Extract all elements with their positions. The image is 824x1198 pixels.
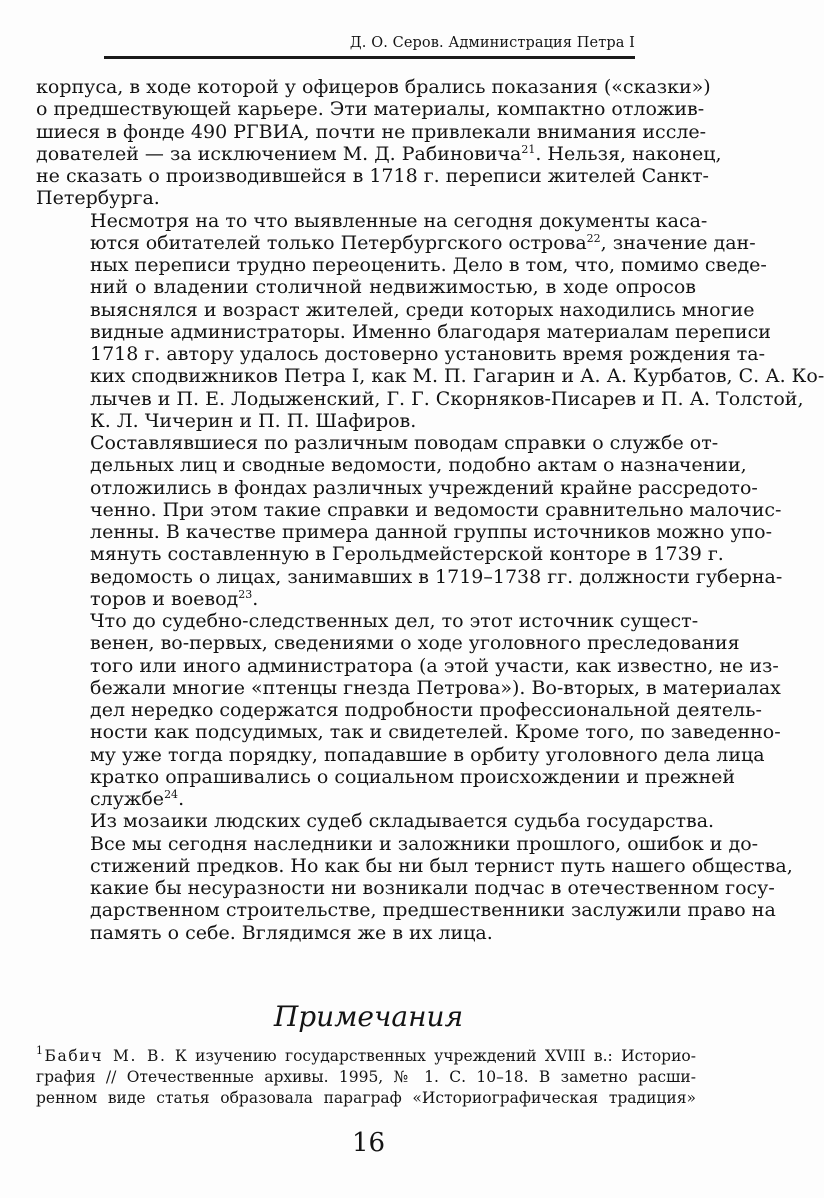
footnote-ref[interactable]: 24	[164, 788, 179, 801]
text-line: лычев и П. Е. Лодыженский, Г. Г. Скорняков-Писарев и П. А. Толстой,	[90, 387, 804, 410]
text-line: дельных лиц и сводные ведомости, подобно актам о назначении,	[90, 454, 747, 477]
footnotes	[36, 1046, 696, 1109]
text-line: шиеся в фонде 490 РГВИА, почти не привлекали внимания иссле-	[36, 120, 707, 143]
text-fragment: ются обитателей только Петербургского острова	[90, 231, 587, 254]
footnote-ref[interactable]: 22	[586, 231, 601, 245]
header-rule	[104, 56, 635, 59]
text-line: Составлявшиеся по различным поводам справки о службе от-	[90, 432, 719, 454]
text-line: корпуса, в ходе которой у офицеров брались показания («сказки»)	[36, 76, 711, 98]
text-line: ких сподвижников Петра I, как М. П. Гагарин и А. А. Курбатов, С. А. Ко-	[90, 365, 824, 388]
main-text	[36, 76, 824, 944]
text-line: Несмотря на то что выявленные на сегодня документы каса-	[90, 209, 708, 232]
text-line: ченно. При этом такие справки и ведомости сравнительно малочис-	[90, 498, 782, 521]
text-line: стижений предков. Но как бы ни был тернист путь нашего общества,	[90, 854, 793, 877]
paragraph-3	[36, 432, 783, 610]
text-line: ведомость о лицах, занимавших в 1719–1738 гг. должности губерна-	[90, 565, 783, 588]
text-line: того или иного администратора (а этой участи, как известно, не из-	[90, 654, 779, 677]
text-line: кратко опрашивались о социальном происхождении и прежней	[90, 765, 736, 788]
text-line: видные администраторы. Именно благодаря материалам переписи	[90, 320, 771, 343]
text-fragment: К изучению государственных учреждений XVIII в.: Историо-	[166, 1047, 696, 1065]
text-line: Петербурга.	[36, 187, 160, 210]
text-line: ности как подсудимых, так и свидетелей. Кроме того, по заведенно-	[90, 721, 781, 744]
text-fragment: службе	[90, 788, 165, 810]
text-line: ний о владении столичной недвижимостью, в ходе опросов	[90, 276, 696, 299]
text-fragment: торов и воевод	[90, 587, 239, 610]
text-line	[36, 788, 696, 810]
text-line: Что до судебно-следственных дел, то этот источник сущест-	[90, 610, 699, 632]
text-line: память о себе. Вглядимся же в их лица.	[90, 921, 493, 944]
footnote-line: ренном виде статья образовала параграф «Историографическая традиция»	[36, 1089, 696, 1107]
text-line: не сказать о производившейся в 1718 г. переписи жителей Санкт-	[36, 165, 709, 187]
text-line	[36, 231, 756, 254]
footnote-line: графия // Отечественные архивы. 1995, № 1. С. 10–18. В заметно расши-	[36, 1068, 696, 1086]
text-fragment: дователей — за исключением М. Д. Рабиновича	[36, 142, 522, 165]
text-line: К. Л. Чичерин и П. П. Шафиров.	[90, 409, 417, 432]
text-line: му уже тогда порядку, попадавшие в орбиту уголовного дела лица	[90, 743, 765, 766]
text-line: какие бы несуразности ни возникали подчас в отечественном госу-	[90, 877, 775, 899]
text-line: бежали многие «птенцы гнезда Петрова»). Во-вторых, в материалах	[90, 676, 781, 699]
text-line	[36, 588, 696, 610]
text-line: выяснялся и возраст жителей, среди которых находились многие	[90, 298, 755, 321]
page-number: 16	[351, 1128, 386, 1158]
notes-heading: Примечания	[273, 1000, 464, 1033]
paragraph-4	[36, 610, 781, 810]
text-line: венен, во-первых, сведениями о ходе уголовного преследования	[90, 632, 740, 655]
text-line: 1718 г. автору удалось достоверно установить время рождения та-	[90, 343, 766, 365]
text-line: отложились в фондах различных учреждений крайне рассредото-	[90, 476, 758, 499]
text-line: ных переписи трудно переоценить. Дело в том, что, помимо сведе-	[90, 254, 767, 276]
paragraph-1	[36, 76, 722, 210]
text-line: дел нередко содержатся подробности профессиональной деятель-	[90, 699, 762, 721]
text-fragment: .	[178, 788, 185, 810]
text-line: ленны. В качестве примера данной группы источников можно упо-	[90, 521, 773, 543]
text-line: дарственном строительстве, предшественники заслужили право на	[90, 899, 776, 922]
paragraph-2	[36, 209, 824, 433]
footnote-ref[interactable]: 21	[521, 142, 536, 156]
footnote-line	[36, 1046, 696, 1067]
text-line: о предшествующей карьере. Эти материалы, компактно отложив-	[36, 98, 705, 121]
footnote-ref[interactable]: 23	[238, 587, 253, 601]
footnote-author: Бабич М. В.	[44, 1047, 167, 1065]
text-line: Из мозаики людских судеб складывается судьба государства.	[90, 810, 715, 833]
text-line: Все мы сегодня наследники и заложники прошлого, ошибок и до-	[90, 832, 759, 855]
footnote-marker: 1	[36, 1044, 43, 1057]
text-fragment: . Нельзя, наконец,	[535, 142, 722, 165]
text-fragment: .	[252, 587, 259, 610]
text-line	[36, 142, 722, 165]
running-head: Д. О. Серов. Администрация Петра I	[349, 35, 635, 51]
text-fragment: , значение дан-	[600, 231, 756, 254]
paragraph-5	[36, 810, 793, 944]
text-line: мянуть составленную в Герольдмейстерской конторе в 1739 г.	[90, 543, 724, 566]
